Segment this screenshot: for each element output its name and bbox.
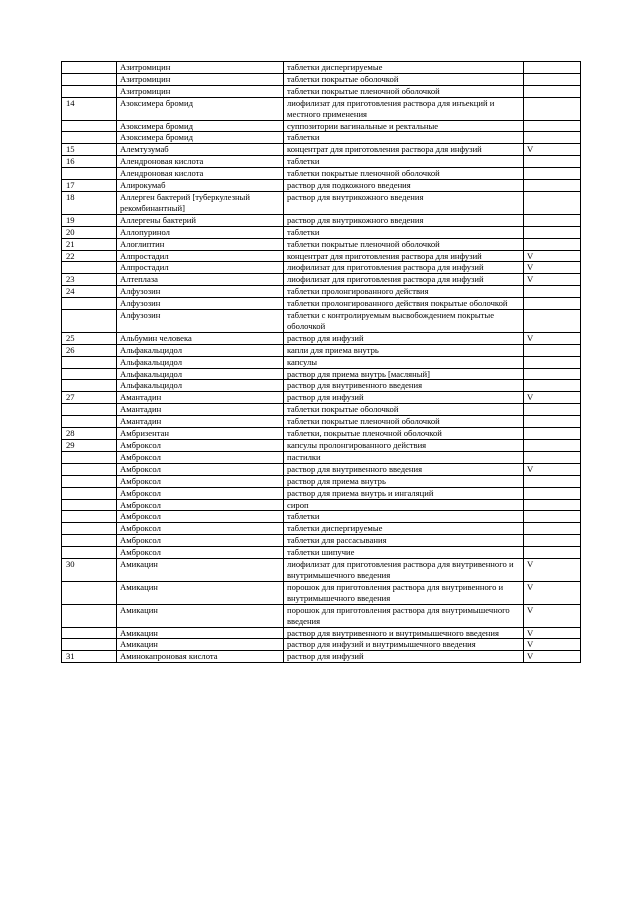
drug-name-cell: Аллерген бактерий [туберкулезный рекомбинантный]: [117, 191, 284, 214]
vital-mark-cell: [524, 132, 581, 144]
drug-name-cell: Амброксол: [117, 475, 284, 487]
row-number-cell: 22: [62, 250, 117, 262]
dosage-form-cell: раствор для внутрикожного введения: [284, 191, 524, 214]
row-number-cell: 27: [62, 392, 117, 404]
drug-name-cell: Амброксол: [117, 523, 284, 535]
dosage-form-cell: таблетки, покрытые пленочной оболочкой: [284, 428, 524, 440]
table-row: [62, 428, 581, 440]
dosage-form-cell: лиофилизат для приготовления раствора для инфузий: [284, 262, 524, 274]
table-row: [62, 499, 581, 511]
vital-mark-cell: V: [524, 463, 581, 475]
row-number-cell: [62, 499, 117, 511]
drug-name-cell: Азитромицин: [117, 62, 284, 74]
dosage-form-cell: раствор для приема внутрь: [284, 475, 524, 487]
vital-mark-cell: [524, 487, 581, 499]
vital-mark-cell: V: [524, 262, 581, 274]
vital-mark-cell: [524, 97, 581, 120]
row-number-cell: [62, 639, 117, 651]
drug-name-cell: Амикацин: [117, 559, 284, 582]
drug-name-cell: Амикацин: [117, 639, 284, 651]
dosage-form-cell: раствор для внутривенного введения: [284, 380, 524, 392]
dosage-form-cell: таблетки диспергируемые: [284, 62, 524, 74]
vital-mark-cell: [524, 156, 581, 168]
table-row: [62, 392, 581, 404]
table-row: [62, 604, 581, 627]
row-number-cell: [62, 356, 117, 368]
table-row: [62, 559, 581, 582]
drug-name-cell: Амброксол: [117, 463, 284, 475]
drug-name-cell: Амброксол: [117, 547, 284, 559]
drug-name-cell: Азитромицин: [117, 73, 284, 85]
drug-name-cell: Амикацин: [117, 604, 284, 627]
dosage-form-cell: раствор для приема внутрь и ингаляций: [284, 487, 524, 499]
vital-mark-cell: V: [524, 639, 581, 651]
dosage-form-cell: лиофилизат для приготовления раствора для инфузий: [284, 274, 524, 286]
table-row: [62, 73, 581, 85]
table-row: [62, 97, 581, 120]
dosage-form-cell: раствор для внутривенного и внутримышечного введения: [284, 627, 524, 639]
row-number-cell: 28: [62, 428, 117, 440]
dosage-form-cell: таблетки для рассасывания: [284, 535, 524, 547]
drug-name-cell: Алирокумаб: [117, 180, 284, 192]
row-number-cell: 21: [62, 238, 117, 250]
vital-mark-cell: V: [524, 392, 581, 404]
dosage-form-cell: таблетки: [284, 511, 524, 523]
row-number-cell: 18: [62, 191, 117, 214]
table-row: [62, 132, 581, 144]
dosage-form-cell: капли для приема внутрь: [284, 344, 524, 356]
row-number-cell: [62, 380, 117, 392]
row-number-cell: [62, 298, 117, 310]
vital-mark-cell: [524, 523, 581, 535]
drug-name-cell: Альбумин человека: [117, 332, 284, 344]
table-row: [62, 332, 581, 344]
row-number-cell: [62, 511, 117, 523]
dosage-form-cell: концентрат для приготовления раствора для инфузий: [284, 144, 524, 156]
table-row: [62, 191, 581, 214]
drug-name-cell: Аллергены бактерий: [117, 214, 284, 226]
drug-name-cell: Амантадин: [117, 392, 284, 404]
vital-mark-cell: [524, 298, 581, 310]
dosage-form-cell: порошок для приготовления раствора для внутривенного и внутримышечного введения: [284, 581, 524, 604]
dosage-form-cell: раствор для внутрикожного введения: [284, 214, 524, 226]
vital-mark-cell: [524, 451, 581, 463]
vital-mark-cell: V: [524, 144, 581, 156]
table-row: [62, 344, 581, 356]
row-number-cell: [62, 463, 117, 475]
row-number-cell: [62, 581, 117, 604]
table-row: [62, 310, 581, 333]
dosage-form-cell: таблетки: [284, 132, 524, 144]
vital-mark-cell: [524, 191, 581, 214]
drug-name-cell: Альфакальцидол: [117, 356, 284, 368]
table-row: [62, 156, 581, 168]
table-row: [62, 368, 581, 380]
dosage-form-cell: таблетки: [284, 226, 524, 238]
table-row: [62, 262, 581, 274]
table-row: [62, 226, 581, 238]
table-row: [62, 547, 581, 559]
drug-name-cell: Алендроновая кислота: [117, 168, 284, 180]
vital-mark-cell: V: [524, 604, 581, 627]
row-number-cell: 14: [62, 97, 117, 120]
dosage-form-cell: концентрат для приготовления раствора для инфузий: [284, 250, 524, 262]
dosage-form-cell: раствор для инфузий и внутримышечного введения: [284, 639, 524, 651]
table-row: [62, 581, 581, 604]
row-number-cell: [62, 627, 117, 639]
vital-mark-cell: [524, 238, 581, 250]
drug-name-cell: Амброксол: [117, 451, 284, 463]
dosage-form-cell: таблетки покрытые пленочной оболочкой: [284, 168, 524, 180]
drug-name-cell: Алтеплаза: [117, 274, 284, 286]
vital-mark-cell: [524, 168, 581, 180]
drug-name-cell: Альфакальцидол: [117, 344, 284, 356]
row-number-cell: 16: [62, 156, 117, 168]
row-number-cell: [62, 523, 117, 535]
drug-name-cell: Азитромицин: [117, 85, 284, 97]
table-row: [62, 85, 581, 97]
row-number-cell: [62, 120, 117, 132]
table-row: [62, 511, 581, 523]
drug-name-cell: Амброксол: [117, 499, 284, 511]
row-number-cell: [62, 547, 117, 559]
row-number-cell: [62, 132, 117, 144]
drug-name-cell: Алоглиптин: [117, 238, 284, 250]
table-row: [62, 627, 581, 639]
vital-mark-cell: [524, 286, 581, 298]
row-number-cell: [62, 85, 117, 97]
dosage-form-cell: сироп: [284, 499, 524, 511]
dosage-form-cell: таблетки покрытые пленочной оболочкой: [284, 416, 524, 428]
vital-mark-cell: [524, 214, 581, 226]
row-number-cell: 20: [62, 226, 117, 238]
drug-name-cell: Алпростадил: [117, 262, 284, 274]
drug-table-body: [62, 62, 581, 663]
row-number-cell: [62, 451, 117, 463]
table-row: [62, 298, 581, 310]
row-number-cell: 30: [62, 559, 117, 582]
dosage-form-cell: раствор для приема внутрь [масляный]: [284, 368, 524, 380]
drug-name-cell: Алемтузумаб: [117, 144, 284, 156]
table-row: [62, 120, 581, 132]
drug-name-cell: Азоксимера бромид: [117, 120, 284, 132]
vital-mark-cell: V: [524, 250, 581, 262]
dosage-form-cell: таблетки с контролируемым высвобождением покрытые оболочкой: [284, 310, 524, 333]
vital-mark-cell: [524, 85, 581, 97]
table-row: [62, 440, 581, 452]
vital-mark-cell: [524, 344, 581, 356]
drug-name-cell: Амброксол: [117, 511, 284, 523]
row-number-cell: 25: [62, 332, 117, 344]
vital-mark-cell: [524, 120, 581, 132]
row-number-cell: [62, 262, 117, 274]
vital-mark-cell: [524, 180, 581, 192]
dosage-form-cell: таблетки пролонгированного действия покрытые оболочкой: [284, 298, 524, 310]
dosage-form-cell: таблетки покрытые пленочной оболочкой: [284, 85, 524, 97]
row-number-cell: [62, 604, 117, 627]
vital-mark-cell: [524, 404, 581, 416]
row-number-cell: 26: [62, 344, 117, 356]
vital-mark-cell: [524, 499, 581, 511]
vital-mark-cell: [524, 440, 581, 452]
table-row: [62, 286, 581, 298]
vital-mark-cell: [524, 226, 581, 238]
table-row: [62, 451, 581, 463]
row-number-cell: [62, 73, 117, 85]
dosage-form-cell: таблетки покрытые пленочной оболочкой: [284, 238, 524, 250]
row-number-cell: [62, 168, 117, 180]
vital-mark-cell: V: [524, 651, 581, 663]
drug-name-cell: Амантадин: [117, 404, 284, 416]
vital-mark-cell: [524, 73, 581, 85]
vital-mark-cell: V: [524, 627, 581, 639]
drug-name-cell: Алфузозин: [117, 310, 284, 333]
table-row: [62, 651, 581, 663]
drug-table: [61, 61, 581, 663]
row-number-cell: [62, 416, 117, 428]
row-number-cell: [62, 368, 117, 380]
row-number-cell: [62, 310, 117, 333]
vital-mark-cell: [524, 547, 581, 559]
vital-mark-cell: [524, 416, 581, 428]
drug-name-cell: Амброксол: [117, 535, 284, 547]
vital-mark-cell: V: [524, 274, 581, 286]
dosage-form-cell: таблетки диспергируемые: [284, 523, 524, 535]
drug-name-cell: Алпростадил: [117, 250, 284, 262]
table-row: [62, 487, 581, 499]
table-row: [62, 62, 581, 74]
vital-mark-cell: V: [524, 559, 581, 582]
drug-name-cell: Азоксимера бромид: [117, 97, 284, 120]
drug-name-cell: Алендроновая кислота: [117, 156, 284, 168]
row-number-cell: 31: [62, 651, 117, 663]
dosage-form-cell: раствор для внутривенного введения: [284, 463, 524, 475]
drug-name-cell: Амброксол: [117, 487, 284, 499]
drug-name-cell: Алфузозин: [117, 298, 284, 310]
table-row: [62, 144, 581, 156]
drug-name-cell: Альфакальцидол: [117, 380, 284, 392]
table-row: [62, 639, 581, 651]
row-number-cell: 17: [62, 180, 117, 192]
row-number-cell: 15: [62, 144, 117, 156]
drug-name-cell: Амбризентан: [117, 428, 284, 440]
vital-mark-cell: V: [524, 332, 581, 344]
table-row: [62, 416, 581, 428]
table-row: [62, 523, 581, 535]
dosage-form-cell: пастилки: [284, 451, 524, 463]
vital-mark-cell: [524, 62, 581, 74]
table-row: [62, 475, 581, 487]
table-row: [62, 535, 581, 547]
table-row: [62, 214, 581, 226]
vital-mark-cell: [524, 475, 581, 487]
table-row: [62, 250, 581, 262]
dosage-form-cell: таблетки: [284, 156, 524, 168]
row-number-cell: [62, 487, 117, 499]
dosage-form-cell: таблетки покрытые оболочкой: [284, 404, 524, 416]
dosage-form-cell: таблетки шипучие: [284, 547, 524, 559]
row-number-cell: [62, 475, 117, 487]
row-number-cell: [62, 404, 117, 416]
drug-name-cell: Амброксол: [117, 440, 284, 452]
table-row: [62, 356, 581, 368]
vital-mark-cell: [524, 535, 581, 547]
drug-name-cell: Аминокапроновая кислота: [117, 651, 284, 663]
row-number-cell: 23: [62, 274, 117, 286]
dosage-form-cell: раствор для инфузий: [284, 332, 524, 344]
table-row: [62, 238, 581, 250]
table-row: [62, 404, 581, 416]
dosage-form-cell: лиофилизат для приготовления раствора для внутривенного и внутримышечного введения: [284, 559, 524, 582]
table-row: [62, 463, 581, 475]
table-row: [62, 274, 581, 286]
drug-name-cell: Амикацин: [117, 627, 284, 639]
dosage-form-cell: таблетки пролонгированного действия: [284, 286, 524, 298]
row-number-cell: [62, 535, 117, 547]
dosage-form-cell: капсулы: [284, 356, 524, 368]
drug-name-cell: Альфакальцидол: [117, 368, 284, 380]
dosage-form-cell: таблетки покрытые оболочкой: [284, 73, 524, 85]
drug-name-cell: Амантадин: [117, 416, 284, 428]
row-number-cell: 19: [62, 214, 117, 226]
vital-mark-cell: [524, 356, 581, 368]
drug-name-cell: Азоксимера бромид: [117, 132, 284, 144]
table-row: [62, 380, 581, 392]
row-number-cell: 29: [62, 440, 117, 452]
dosage-form-cell: раствор для инфузий: [284, 651, 524, 663]
vital-mark-cell: [524, 310, 581, 333]
drug-name-cell: Алфузозин: [117, 286, 284, 298]
dosage-form-cell: суппозитории вагинальные и ректальные: [284, 120, 524, 132]
dosage-form-cell: порошок для приготовления раствора для внутримышечного введения: [284, 604, 524, 627]
table-row: [62, 180, 581, 192]
table-row: [62, 168, 581, 180]
vital-mark-cell: V: [524, 581, 581, 604]
drug-name-cell: Амикацин: [117, 581, 284, 604]
vital-mark-cell: [524, 428, 581, 440]
row-number-cell: [62, 62, 117, 74]
dosage-form-cell: раствор для инфузий: [284, 392, 524, 404]
row-number-cell: 24: [62, 286, 117, 298]
vital-mark-cell: [524, 511, 581, 523]
dosage-form-cell: капсулы пролонгированного действия: [284, 440, 524, 452]
dosage-form-cell: раствор для подкожного введения: [284, 180, 524, 192]
dosage-form-cell: лиофилизат для приготовления раствора для инъекций и местного применения: [284, 97, 524, 120]
vital-mark-cell: [524, 368, 581, 380]
drug-name-cell: Аллопуринол: [117, 226, 284, 238]
vital-mark-cell: [524, 380, 581, 392]
